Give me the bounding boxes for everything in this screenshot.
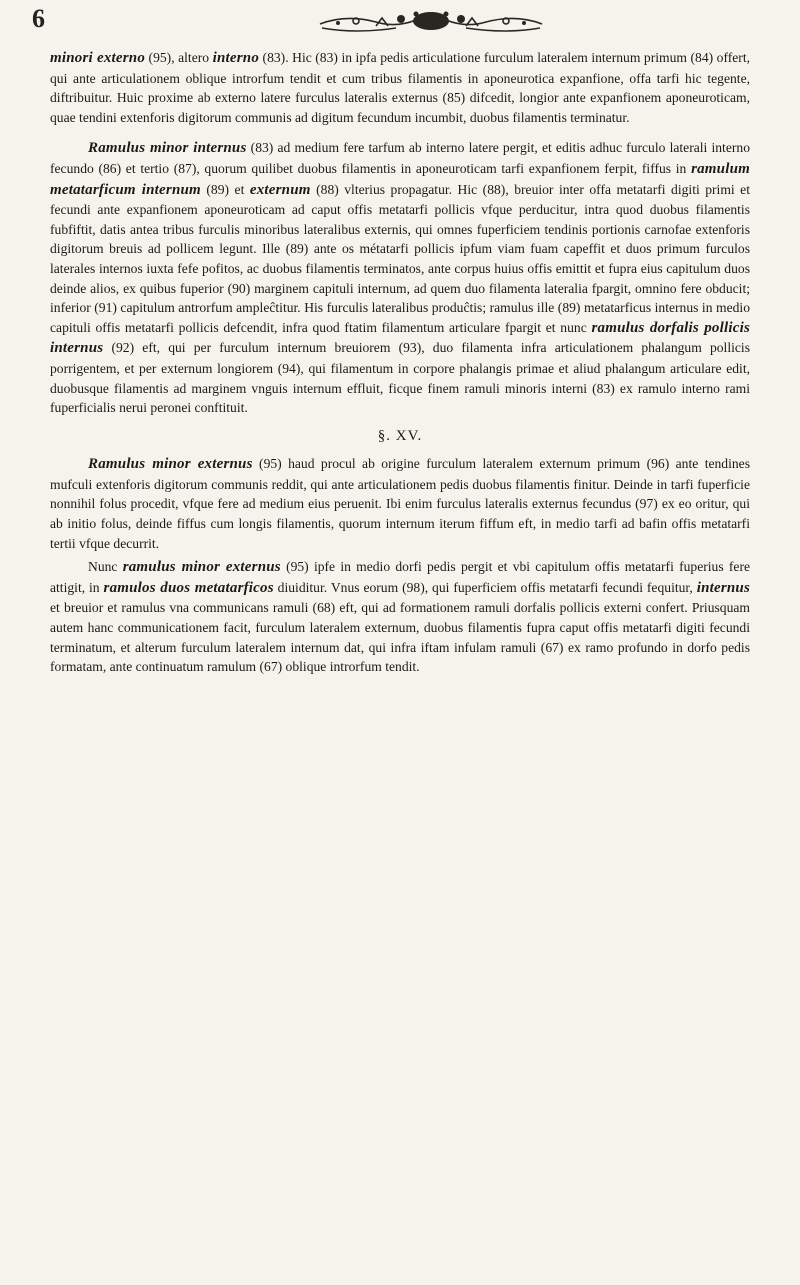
nerve-term: internus [696,579,751,596]
text-run: Nunc [88,559,123,575]
nerve-term: ramulos duos metatarficos [103,579,274,596]
nerve-term: ramulus dorfalis pollicis internus [50,319,750,357]
text-run: (83). Hic (83) in ipfa pedis articulatione furculum lateralem internum primum (84) offert, qui ante articulationem oblique introrfum tendit et cum tribus filamentis in aponeurotica expanfione, offa tarfi hic tegente, diftribuitur. Huic proxime ab externo latere furculus lateralis externus (85) difcedit, longior ante expanfionem aponeuroticam, quae tendini extenforis digitorum communis ad digitum fecundum incumbit, duobus filamentis terminatur. [50,50,751,125]
paragraph [50,48,750,127]
text-run: diuiditur. Vnus eorum (98), qui fuperficiem offis metatarfi fecundi fequitur, [273,579,697,595]
text-run: (88) vlterius propagatur. Hic (88), breuior inter offa metatarfi digiti primi et fecundi ante expanfionem aponeuroticam ad caput offis metatarfi pollicis vfque perducitur, intra quod duobus filamentis fubfiftit, datis antea tribus furculis minoribus lateralibus externis, qui omnes fuperficiem tendinis portionis carnofae extenforis digitorum breuis ad pollicem legunt. Ille (89) ante os métatarfi pollicis ipfum viam fuam capeffit et duos primum furculos laterales internos iuxta fefe pofitos, ac duobus filamentis terminatos, ante corpus huius offis emittit et fupra eius capitulum duos deinde alios, ex quibus fuperior (90) marginem capituli internum, ad quem duo filamenta lateralia fpargit, omnino fere obducit; inferior (91) capitulum antrorfum ampleĉtitur. His furculis lateralibus produĉtis; ramulus ille (89) metatarficus internus in medio capituli offis metatarfi pollicis defcendit, infra quod ftatim filamentum articulare fpargit et nunc [50,181,750,335]
text-run: (95) haud procul ab origine furculum lateralem externum primum (96) ante tendines mufculi extenforis digitorum communis reddit, qui ante articulationem pedis duobus filamentis finitur. Deinde in tarfi fuperficie nonnihil folus procedit, vfque fere ad medium eius peruenit. Ibi enim furculus lateralis externus fecundus (97) ex eo oritur, qui ab initio folus, deinde fiffus cum longis filamentis, quorum internum iterum fiffum eft, in medio tarfi ad bafin offis metatarfi tertii vfque decurrit. [50,456,750,551]
paragraph [50,138,750,417]
page-number: 6 [32,4,45,33]
section-heading: §. XV. [377,427,423,444]
text-run: (95) ipfe in medio dorfi pedis pergit et vbi capitulum offis metatarfi fuperius fere attigit, in [50,559,751,595]
text-run: (95), altero [145,50,213,65]
text-run: et breuior et ramulus vna communicans ramuli (68) eft, qui ad formationem ramuli dorfalis pollicis externi confert. Priusquam autem hanc communicationem facit, furculum lateralem externum, duobus filamentis fupra caput offis metatarfi digiti fecundi terminatum, et alterum furculum lateralem internum dat, qui infra iftam infulam ramuli (67) ex ramo profundo in dorfo pedis formatam, ante continuatum ramulum (67) oblique introrfum tendit. [50,600,750,675]
decorative-headpiece-icon [316,6,546,36]
text-run: (83) ad medium fere tarfum ab interno latere pergit, et editis adhuc furculo laterali interno fecundo (86) et tertio (87), quorum quilibet duobus filamentis in aponeuroticam tarfi expanfionem ferpit, fiffus in [50,140,750,176]
nerve-term: minori externo [50,50,146,66]
nerve-term: externum [249,181,311,198]
paragraph [50,454,750,553]
nerve-term: Ramulus minor internus [88,140,247,157]
nerve-term: ramulus minor externus [122,559,281,576]
nerve-term: Ramulus minor externus [88,456,253,473]
nerve-term: ramulum metatarficum internum [50,160,750,198]
body-text [50,48,750,677]
paragraph [50,557,750,677]
text-run: (92) eft, qui per furculum internum breuiorem (93), duo filamenta infra articulationem phalangum pollicis porrigentem, et per externum longiorem (94), qui filamentum in corpore phalangis primae et aliud phalangum articulare edit, duobusque filamentis ad marginem vnguis internum effluit, ficque finem ramuli minoris interni (83) ex ramulo interno rami fuperficialis nerui peronei conftituit. [50,340,750,416]
text-run: (89) et [200,181,250,197]
nerve-term: interno [212,50,260,66]
